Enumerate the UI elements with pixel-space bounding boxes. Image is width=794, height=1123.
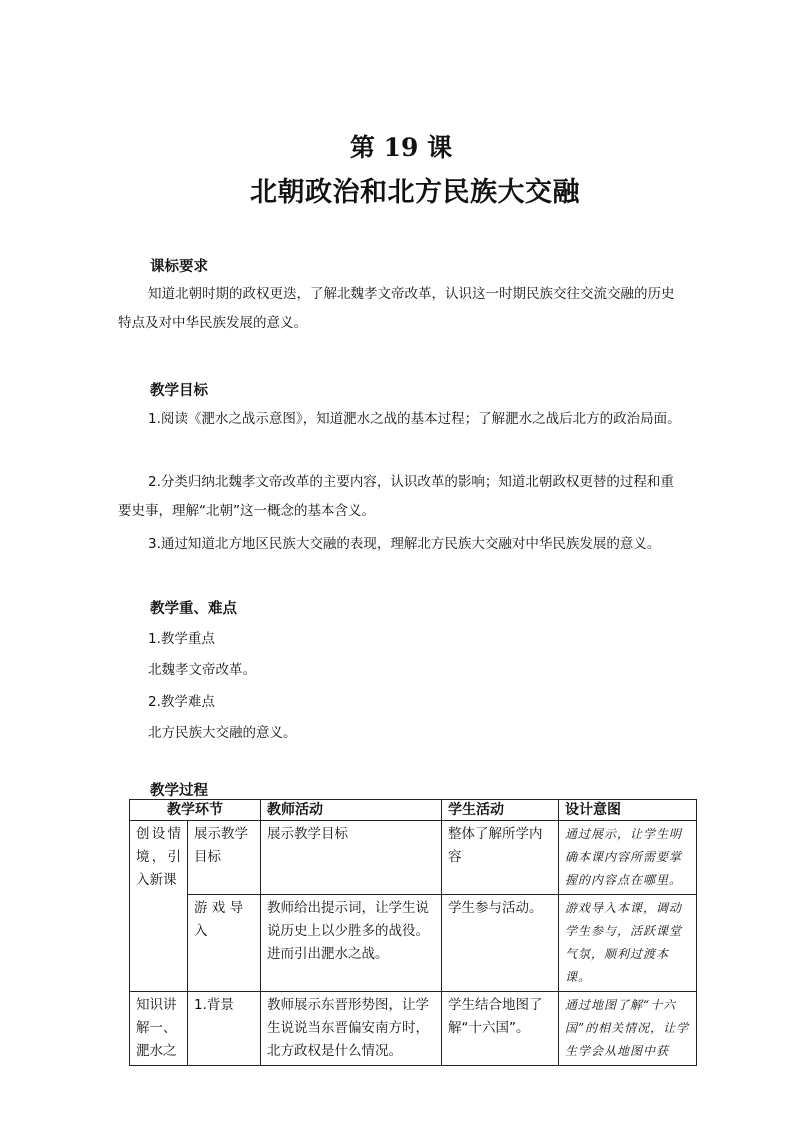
header-section: 教学环节 (130, 800, 261, 821)
teaching-process-table (129, 799, 697, 1066)
cell-student: 整体了解所学内容 (442, 821, 559, 895)
cell-student: 学生参与活动。 (442, 895, 559, 992)
cell-teacher: 教师展示东晋形势图，让学生说说当东晋偏安南方时，北方政权是什么情况。 (261, 992, 442, 1066)
curriculum-text: 知道北朝时期的政权更迭，了解北魏孝文帝改革，认识这一时期民族交往交流交融的历史特点及对中华民族发展的意义。 (118, 286, 675, 331)
cell-student: 学生结合地图了解“十六国”。 (442, 992, 559, 1066)
lesson-number: 第 19 课 (349, 133, 453, 162)
difficult-point-label: 2.教学难点 (148, 694, 215, 710)
cell-section: 创设情境，引入新课 (130, 821, 188, 992)
cell-step: 游 戏 导 入 (188, 895, 261, 992)
cell-step: 1.背景 (188, 992, 261, 1066)
cell-intent: 通过地图了解“十六国”的相关情况，让学生学会从地图中获 (559, 992, 697, 1066)
table-row (130, 895, 697, 992)
table-row (130, 992, 697, 1066)
table-header-row (130, 800, 697, 821)
objective-3: 3.通过知道北方地区民族大交融的表现，理解北方民族大交融对中华民族发展的意义。 (148, 536, 661, 552)
header-student: 学生活动 (442, 800, 559, 821)
header-teacher: 教师活动 (261, 800, 442, 821)
cell-teacher: 教师给出提示词，让学生说说历史上以少胜多的战役。进而引出淝水之战。 (261, 895, 442, 992)
key-point-label: 1.教学重点 (148, 631, 215, 647)
cell-teacher: 展示教学目标 (261, 821, 442, 895)
objectives-heading: 教学目标 (150, 383, 208, 399)
cell-intent: 游戏导入本课，调动学生参与，活跃课堂气氛，顺利过渡本课。 (559, 895, 697, 992)
cell-step: 展示教学目标 (188, 821, 261, 895)
cell-section: 知识讲解一、淝水之 (130, 992, 188, 1066)
lesson-title: 北朝政治和北方民族大交融 (250, 177, 580, 208)
objective-2: 2.分类归纳北魏孝文帝改革的主要内容，认识改革的影响；知道北朝政权更替的过程和重要史事，理解“北朝”这一概念的基本含义。 (118, 474, 674, 519)
table-row (130, 821, 697, 895)
header-intent: 设计意图 (559, 800, 697, 821)
cell-intent: 通过展示，让学生明确本课内容所需要掌握的内容点在哪里。 (559, 821, 697, 895)
curriculum-heading: 课标要求 (150, 259, 208, 275)
process-heading: 教学过程 (150, 783, 208, 799)
objective-1: 1.阅读《淝水之战示意图》，知道淝水之战的基本过程；了解淝水之战后北方的政治局面。 (148, 411, 681, 427)
keypoints-heading: 教学重、难点 (150, 601, 237, 617)
key-point-text: 北魏孝文帝改革。 (148, 662, 256, 678)
difficult-point-text: 北方民族大交融的意义。 (148, 725, 297, 741)
